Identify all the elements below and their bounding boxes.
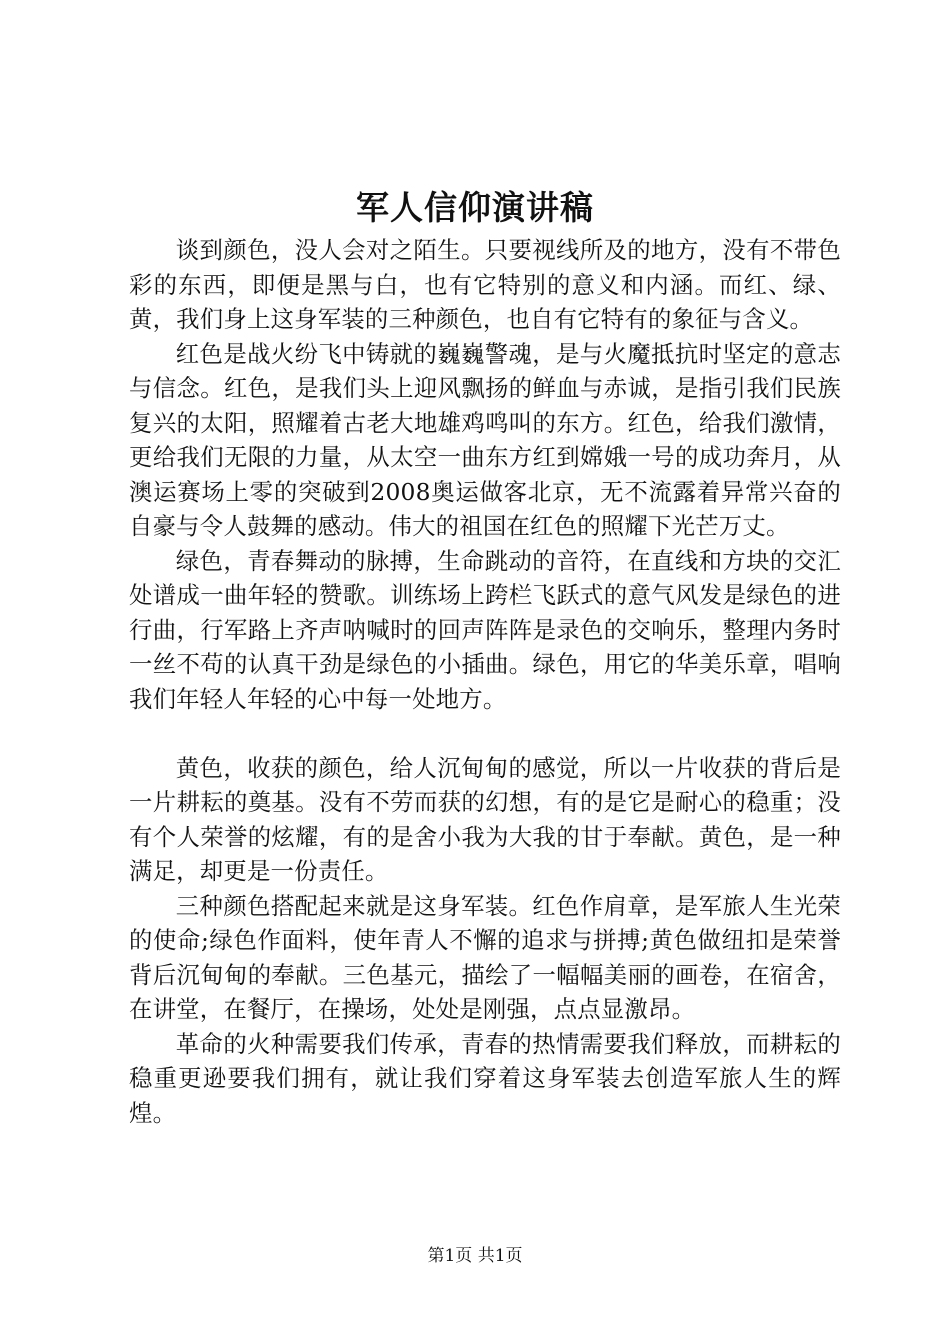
paragraph-yellow: 黄色，收获的颜色，给人沉甸甸的感觉，所以一片收获的背后是一片耕耘的奠基。没有不劳而获的幻想，有的是它是耐心的稳重；没有个人荣誉的炫耀，有的是舍小我为大我的甘于奉献。黄色，是一种满足，却更是一份责任。 xyxy=(129,753,841,885)
page-footer: 第1页 共1页 xyxy=(427,1246,523,1266)
paragraph-red: 红色是战火纷飞中铸就的巍巍警魂，是与火魔抵抗时坚定的意志与信念。红色，是我们头上迎风飘扬的鲜血与赤诚，是指引我们民族复兴的太阳，照耀着古老大地雄鸡鸣叫的东方。红色，给我们激情，更给我们无限的力量，从太空一曲东方红到嫦娥一号的成功奔月，从澳运赛场上零的突破到2008奥运做客北京，无不流露着异常兴奋的自豪与令人鼓舞的感动。伟大的祖国在红色的照耀下光芒万丈。 xyxy=(129,339,841,540)
paragraph-uniform: 三种颜色搭配起来就是这身军装。红色作肩章，是军旅人生光荣的使命;绿色作面料，使年青人不懈的追求与拼搏;黄色做纽扣是荣誉背后沉甸甸的奉献。三色基元，描绘了一幅幅美丽的画卷，在宿舍，在讲堂，在餐厅，在操场，处处是刚强，点点显激昂。 xyxy=(129,891,841,1023)
paragraph-conclusion: 革命的火种需要我们传承，青春的热情需要我们释放，而耕耘的稳重更逊要我们拥有，就让我们穿着这身军装去创造军旅人生的辉煌。 xyxy=(129,1029,841,1127)
paragraph-intro: 谈到颜色，没人会对之陌生。只要视线所及的地方，没有不带色彩的东西，即便是黑与白，也有它特别的意义和内涵。而红、绿、黄，我们身上这身军装的三种颜色，也自有它特有的象征与含义。 xyxy=(129,236,841,333)
paragraph-green: 绿色，青春舞动的脉搏，生命跳动的音符，在直线和方块的交汇处谱成一曲年轻的赞歌。训练场上跨栏飞跃式的意气风发是绿色的进行曲，行军路上齐声呐喊时的回声阵阵是录色的交响乐，整理内务时一丝不苟的认真干劲是绿色的小插曲。绿色，用它的华美乐章，唱响我们年轻人年轻的心中每一处地方。 xyxy=(129,546,841,713)
document-title: 军人信仰演讲稿 xyxy=(356,188,594,227)
document-body xyxy=(129,233,841,1130)
